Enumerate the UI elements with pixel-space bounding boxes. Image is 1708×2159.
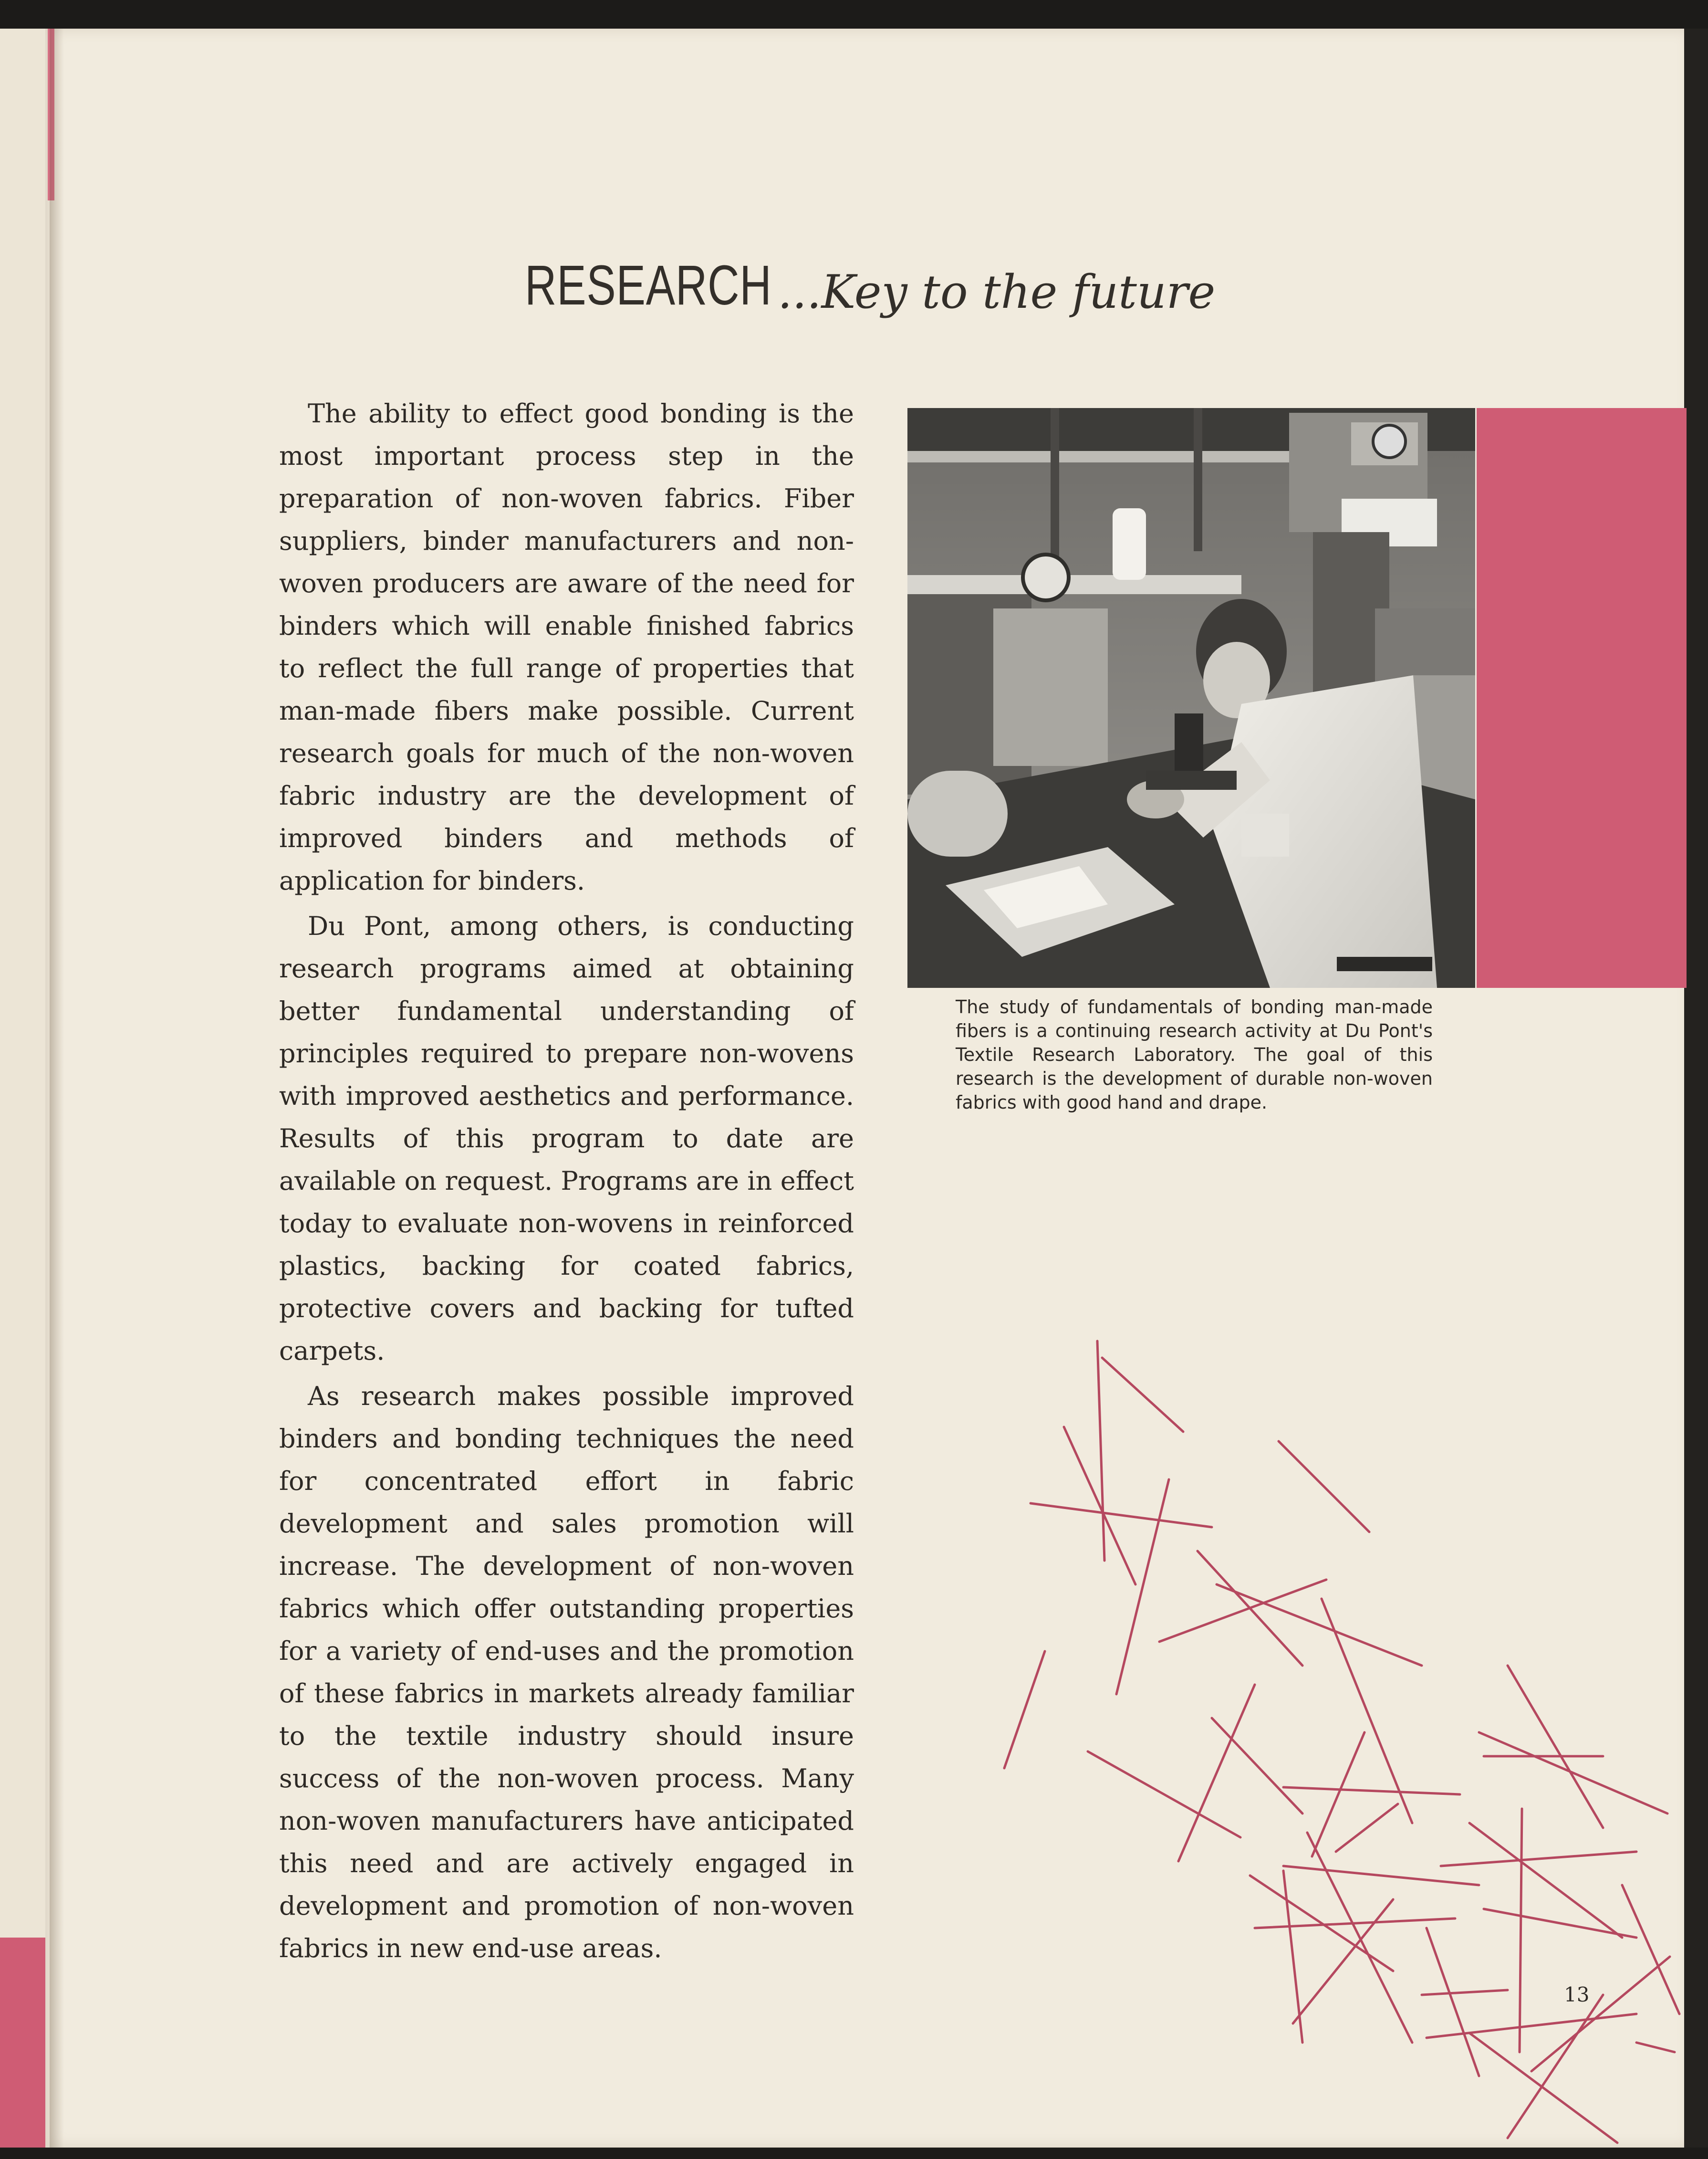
scan-right-edge — [1684, 29, 1708, 2148]
body-paragraph: As research makes possible improved binders and bonding techniques the need for concentrated effort in fabric development and sales promotion will increase. The development of non-woven fabrics which offer outstanding properties for a variety of end-uses and the promotion of these fabrics in markets already familiar to the textile industry should insure success of the non-woven process. Many non-woven manufacturers have anticipated this need and are actively engaged in development and promotion of non-woven fabrics in new end-use areas. — [279, 1381, 854, 1963]
photo-caption: The study of fundamentals of bonding man-made fibers is a continuing research activity at Du Pont's Textile Research Laboratory. The goal of this research is the development of durable non-woven fabrics with good hand and drape. — [956, 996, 1433, 1113]
binding-gutter — [50, 29, 64, 2148]
facing-page-red-band — [0, 1938, 52, 2148]
body-paragraph: Du Pont, among others, is conducting research programs aimed at obtaining better fundamental understanding of principles required to prepare non-wovens with improved aesthetics and performance. Results of this program to date are available on request. Programs are in effect today to evaluate non-wovens in reinforced plastics, backing for coated fabrics, protective covers and backing for tufted carpets. — [279, 911, 854, 1366]
laboratory-photo-illustration — [907, 408, 1475, 988]
page-heading — [525, 253, 1288, 329]
heading-main: RESEARCH — [525, 254, 772, 317]
body-paragraph: The ability to effect good bonding is the most important process step in the preparation of non-woven fabrics. Fiber suppliers, binder manufacturers and non-woven producers are aware of the need for binders which will enable finished fabrics to reflect the full range of properties that man-made fibers make possible. Current research goals for much of the non-woven fabric industry are the development of improved binders and methods of application for binders. — [279, 398, 854, 896]
accent-red-block — [1477, 408, 1687, 988]
facing-page-edge — [0, 29, 52, 2148]
laboratory-photo — [907, 408, 1475, 988]
scattered-sticks-decoration — [1002, 1336, 1687, 2148]
page-number: 13 — [1564, 1983, 1590, 2006]
body-column — [279, 392, 854, 1972]
heading-subtitle: ...Key to the future — [778, 265, 1216, 319]
